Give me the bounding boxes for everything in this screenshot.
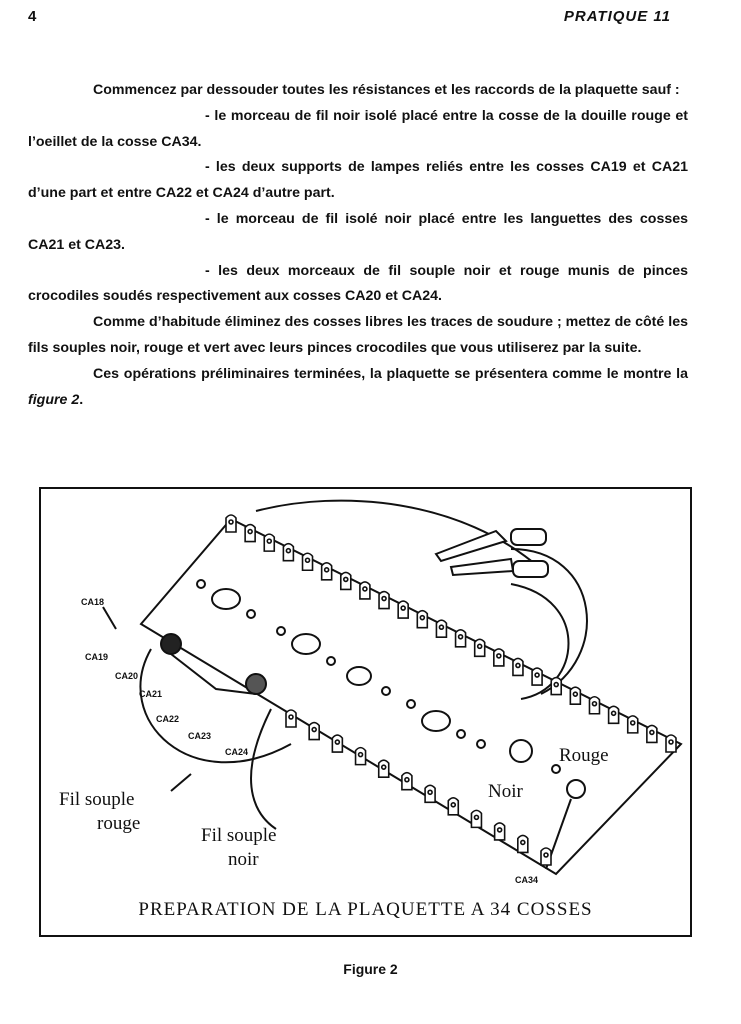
lug-hole bbox=[420, 616, 424, 620]
lug-hole bbox=[439, 625, 443, 629]
lug-hole bbox=[286, 549, 290, 553]
page-number: 4 bbox=[28, 8, 37, 25]
figure-title: PREPARATION DE LA PLAQUETTE A 34 COSSES bbox=[138, 899, 593, 920]
lug-hole bbox=[478, 644, 482, 648]
lug-hole bbox=[312, 728, 316, 732]
label-fil-souple-rouge-1: Fil souple bbox=[59, 789, 135, 810]
crocodile-clip bbox=[451, 559, 513, 575]
board-outline bbox=[141, 519, 681, 874]
paragraph: - les deux supports de lampes reliés entre les cosses CA19 et CA21 d’une part et entre CA22 et CA24 d’autre part. bbox=[28, 159, 688, 202]
figure-reference: figure 2 bbox=[28, 391, 80, 408]
tag-ca19: CA19 bbox=[85, 652, 109, 662]
tag-ca21: CA21 bbox=[139, 689, 163, 699]
label-fil-souple-noir-2: noir bbox=[228, 849, 259, 870]
label-noir: Noir bbox=[488, 781, 523, 802]
lamp-socket bbox=[246, 674, 266, 694]
label-fil-souple-rouge-2: rouge bbox=[97, 813, 141, 834]
lug-hole bbox=[459, 635, 463, 639]
lug-hole bbox=[451, 803, 455, 807]
lug-hole bbox=[612, 711, 616, 715]
lug-hole bbox=[428, 790, 432, 794]
lug-hole bbox=[401, 606, 405, 610]
tag-ca34: CA34 bbox=[515, 875, 539, 885]
lug-hole bbox=[516, 663, 520, 667]
paragraph bbox=[28, 362, 688, 414]
lug-hole bbox=[306, 558, 310, 562]
tag-ca20: CA20 bbox=[115, 671, 139, 681]
lug-hole bbox=[544, 853, 548, 857]
leader-line bbox=[171, 774, 191, 791]
paragraph: Comme d’habitude éliminez des cosses libres les traces de soudure ; mettez de côté les fils souples noir, rouge et vert avec leurs pinces crocodiles que vous utiliserez par la suite. bbox=[28, 314, 688, 356]
lug-hole bbox=[382, 597, 386, 601]
fil-souple-noir bbox=[251, 709, 276, 829]
lug-hole bbox=[554, 683, 558, 687]
lug-hole bbox=[289, 715, 293, 719]
lamp-socket bbox=[161, 634, 181, 654]
lug-hole bbox=[650, 730, 654, 734]
lug-hole bbox=[497, 654, 501, 658]
lug-hole bbox=[405, 778, 409, 782]
paragraph: - le morceau de fil isolé noir placé entre les languettes des cosses CA21 et CA23. bbox=[28, 210, 688, 253]
paragraph-end: . bbox=[79, 391, 84, 408]
lug-hole bbox=[248, 530, 252, 534]
body-text bbox=[28, 78, 688, 413]
lug-hole bbox=[521, 840, 525, 844]
tag-ca24: CA24 bbox=[225, 747, 249, 757]
lug-hole bbox=[498, 828, 502, 832]
tag-ca18: CA18 bbox=[81, 597, 105, 607]
figure-box bbox=[39, 487, 692, 937]
terminal-rouge bbox=[567, 780, 585, 798]
lug-hole bbox=[592, 702, 596, 706]
label-fil-souple-noir-1: Fil souple bbox=[201, 825, 277, 846]
label-rouge: Rouge bbox=[559, 745, 609, 766]
tag-ca23: CA23 bbox=[188, 731, 212, 741]
lug-hole bbox=[474, 815, 478, 819]
running-head: PRATIQUE 11 bbox=[563, 8, 671, 25]
paragraph: - le morceau de fil noir isolé placé entre la cosse de la douille rouge et l’oeillet de la cosse CA34. bbox=[28, 107, 688, 150]
board-illustration bbox=[41, 489, 690, 935]
lug-hole bbox=[535, 673, 539, 677]
lug-hole bbox=[267, 539, 271, 543]
clip-sleeve bbox=[513, 561, 548, 577]
lug-hole bbox=[335, 740, 339, 744]
lug-hole bbox=[363, 587, 367, 591]
crocodile-clip bbox=[436, 531, 506, 561]
lug-hole bbox=[573, 692, 577, 696]
paragraph: Commencez par dessouder toutes les résistances et les raccords de la plaquette sauf : bbox=[93, 82, 680, 98]
tag-ca22: CA22 bbox=[156, 714, 180, 724]
lug-hole bbox=[359, 753, 363, 757]
lug-hole bbox=[382, 765, 386, 769]
lug-hole bbox=[325, 568, 329, 572]
lug-hole bbox=[229, 520, 233, 524]
paragraph-text: Ces opérations préliminaires terminées, la plaquette se présentera comme le montre la bbox=[93, 365, 688, 382]
lug-hole bbox=[669, 740, 673, 744]
leader-line bbox=[103, 607, 116, 629]
terminal-noir bbox=[510, 740, 532, 762]
lug-hole bbox=[631, 721, 635, 725]
clip-sleeve bbox=[511, 529, 546, 545]
figure-caption: Figure 2 bbox=[343, 961, 398, 977]
lug-hole bbox=[344, 577, 348, 581]
paragraph: - les deux morceaux de fil souple noir et rouge munis de pinces crocodiles soudés respectivement aux cosses CA20 et CA24. bbox=[28, 262, 688, 305]
